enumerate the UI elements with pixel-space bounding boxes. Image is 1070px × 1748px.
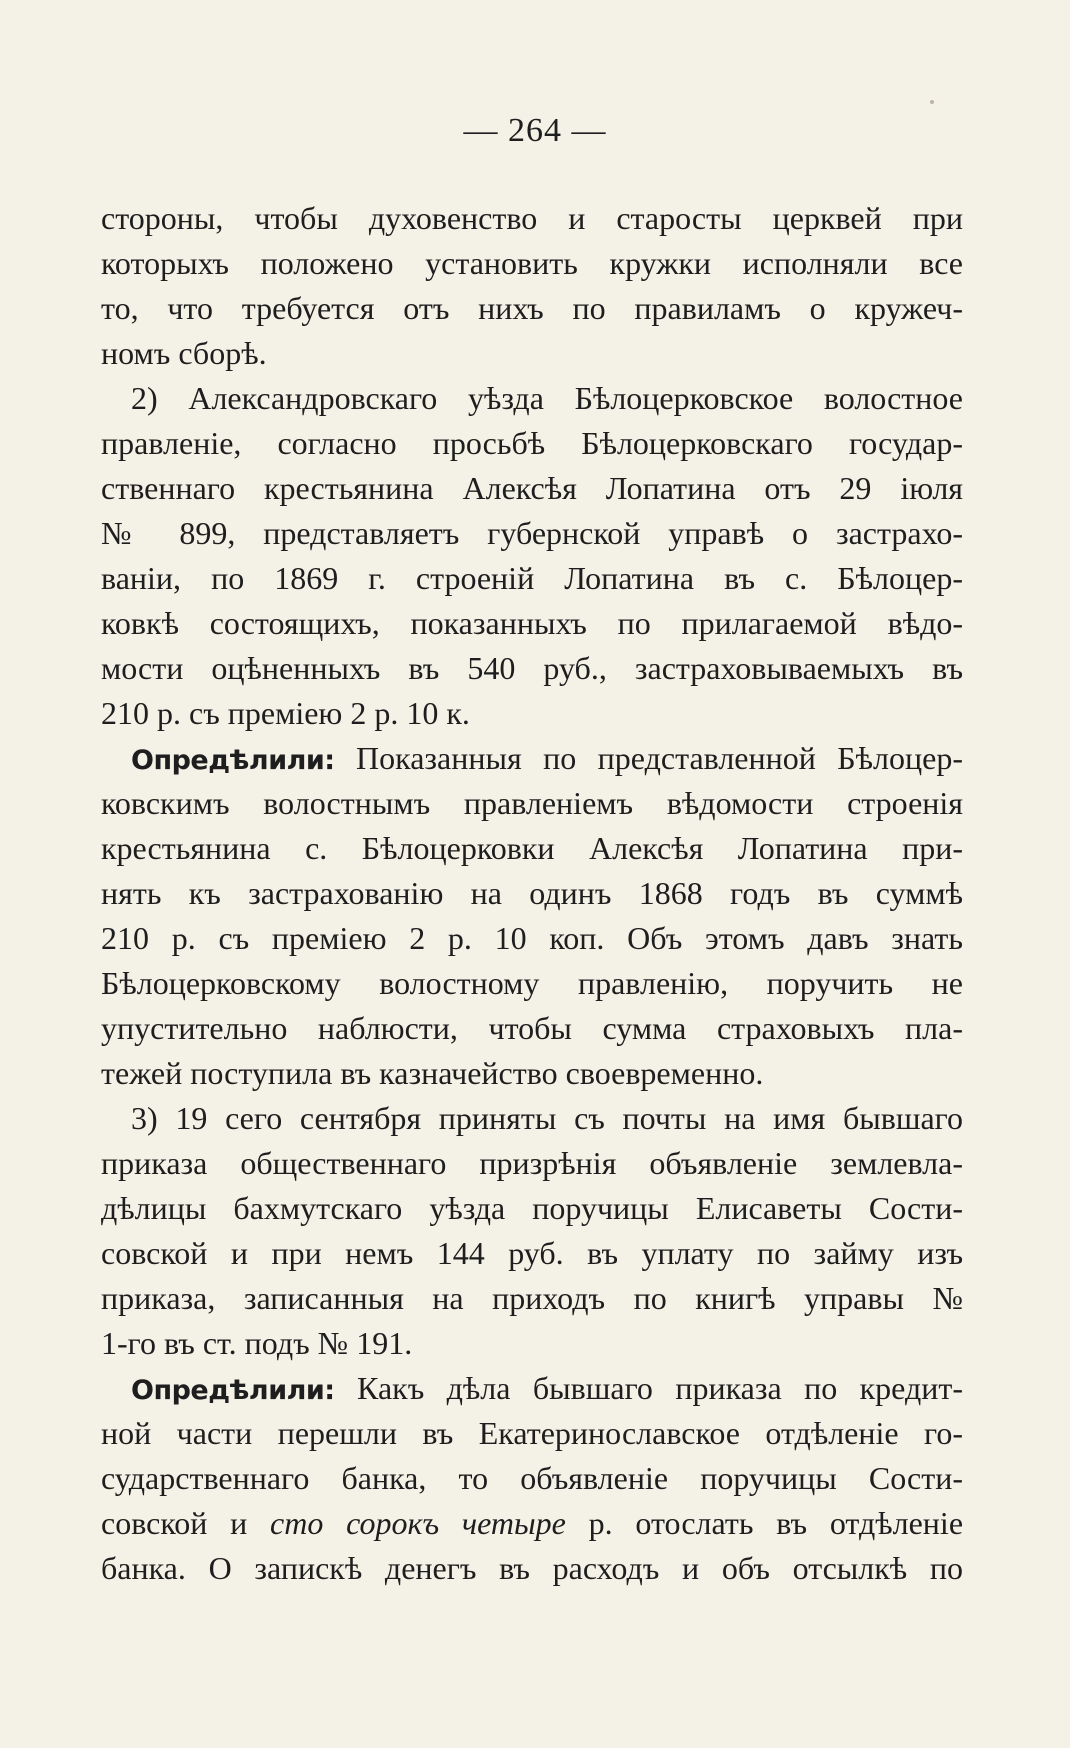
text-line: № 899, представляетъ губернской управѣ о застрахо- [101,515,963,551]
text-line: мости оцѣненныхъ въ 540 руб., застраховываемыхъ въ [101,650,963,686]
text-line: стороны, чтобы духовенство и старосты церквей при [101,200,963,236]
text-line: дѣлицы бахмутскаго уѣзда поручицы Елисаветы Сости- [101,1190,963,1226]
text-run: Показанныя по представленной Бѣлоцер- [356,740,963,776]
resolution-label: Опредѣлили: [131,1375,335,1406]
text-line: крестьянина с. Бѣлоцерковки Алексѣя Лопатина при- [101,830,963,866]
paragraph-continuation [101,196,963,376]
page-number: — 264 — [463,112,607,149]
resolution-paragraph-1 [101,736,963,1096]
paragraph-item-3 [101,1096,963,1366]
text-line: приказа, записанныя на приходъ по книгѣ управы № [101,1280,963,1316]
italic-amount-words: сто сорокъ четыре [270,1505,566,1541]
text-line: ковскимъ волостнымъ правленіемъ вѣдомости строенія [101,785,963,821]
text-line: ной части перешли въ Екатеринославское отдѣленіе го- [101,1415,963,1451]
text-line: номъ сборѣ. [101,335,267,371]
text-line: 1-го въ ст. подъ № 191. [101,1325,413,1361]
text-line: приказа общественнаго призрѣнія объявленіе землевла- [101,1145,963,1181]
text-line: упустительно наблюсти, чтобы сумма страховыхъ пла- [101,1010,963,1046]
resolution-label: Опредѣлили: [131,745,335,776]
text-line: ваніи, по 1869 г. строеній Лопатина въ с. Бѣлоцер- [101,560,963,596]
text-run: совской и [101,1505,248,1541]
text-run: Какъ дѣла бывшаго приказа по кредит- [357,1370,963,1406]
text-line [101,736,963,781]
text-line: 210 р. съ преміею 2 р. 10 к. [101,695,470,731]
text-line: правленіе, согласно просьбѣ Бѣлоцерковскаго государ- [101,425,963,461]
paragraph-item-2 [101,376,963,736]
text-run: р. отослать въ отдѣленіе [588,1505,963,1541]
text-line [101,1501,963,1546]
text-line [101,1366,963,1411]
text-line: ковкѣ состоящихъ, показанныхъ по прилагаемой вѣдо- [101,605,963,641]
text-line: тежей поступила въ казначейство своевременно. [101,1055,764,1091]
text-line: сударственнаго банка, то объявленіе поручицы Сости- [101,1460,963,1496]
text-line: 210 р. съ преміею 2 р. 10 коп. Объ этомъ давъ знать [101,920,963,956]
text-line: банка. О запискѣ денегъ въ расходъ и объ отсылкѣ по [101,1550,963,1586]
text-line: Бѣлоцерковскому волостному правленію, поручить не [101,965,963,1001]
text-line: то, что требуется отъ нихъ по правиламъ о кружеч- [101,290,963,326]
text-line: 2) Александровскаго уѣзда Бѣлоцерковское волостное [131,380,963,416]
text-line: ственнаго крестьянина Алексѣя Лопатина отъ 29 іюля [101,470,963,506]
page-body-text [101,196,963,1591]
text-line: нять къ застрахованію на одинъ 1868 годъ въ суммѣ [101,875,963,911]
text-line: 3) 19 сего сентября приняты съ почты на имя бывшаго [131,1100,963,1136]
text-line: которыхъ положено установить кружки исполняли все [101,245,963,281]
resolution-paragraph-2 [101,1366,963,1591]
paper-speck [930,100,934,104]
text-line: совской и при немъ 144 руб. въ уплату по займу изъ [101,1235,963,1271]
